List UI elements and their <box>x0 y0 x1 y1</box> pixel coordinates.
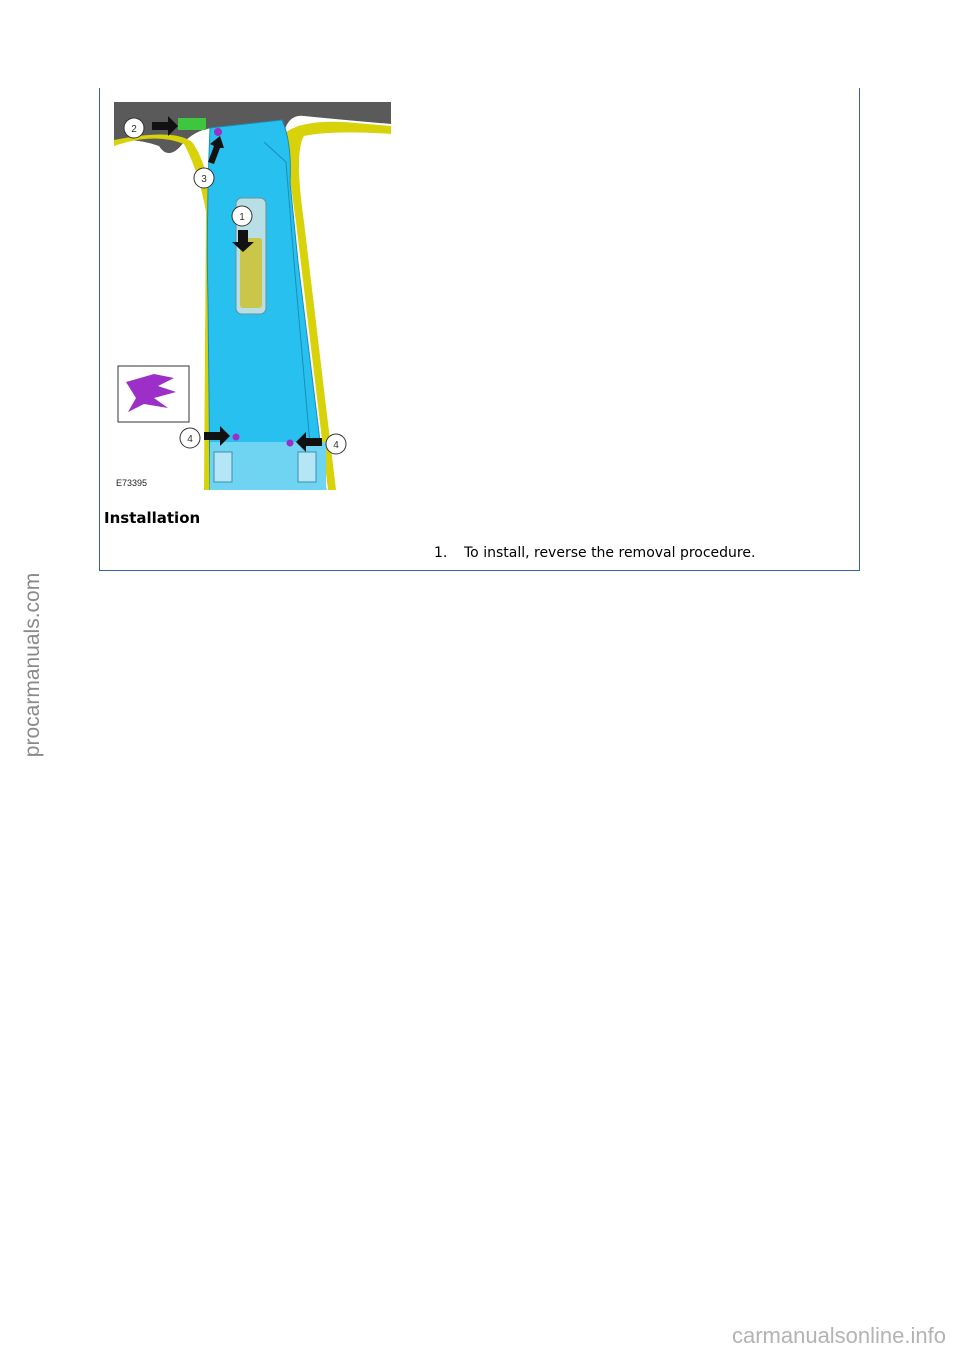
pillar-trim-illustration <box>114 102 391 490</box>
callout-2 <box>124 118 144 138</box>
side-watermark: procarmanuals.com <box>21 572 44 758</box>
callout-1 <box>232 206 252 226</box>
callout-4-right-label: 4 <box>333 440 339 451</box>
step-number: 1. <box>434 545 448 561</box>
step-item <box>434 545 755 561</box>
callout-2-label: 2 <box>131 124 137 135</box>
section-heading: Installation <box>104 509 201 527</box>
callout-1-label: 1 <box>239 212 245 223</box>
bottom-watermark: carmanualsonline.info <box>731 1323 946 1348</box>
callout-4-right <box>326 434 346 454</box>
clip-3 <box>214 128 222 136</box>
clip-4-left <box>233 434 240 441</box>
callout-3-label: 3 <box>201 174 207 185</box>
step-text: To install, reverse the removal procedure. <box>464 545 756 561</box>
callout-3 <box>194 168 214 188</box>
figure-reference-code: E73395 <box>116 478 148 488</box>
callout-4-left-label: 4 <box>187 434 193 445</box>
callout-4-left <box>180 428 200 448</box>
tape <box>178 118 206 130</box>
clip-4-right <box>287 440 294 447</box>
